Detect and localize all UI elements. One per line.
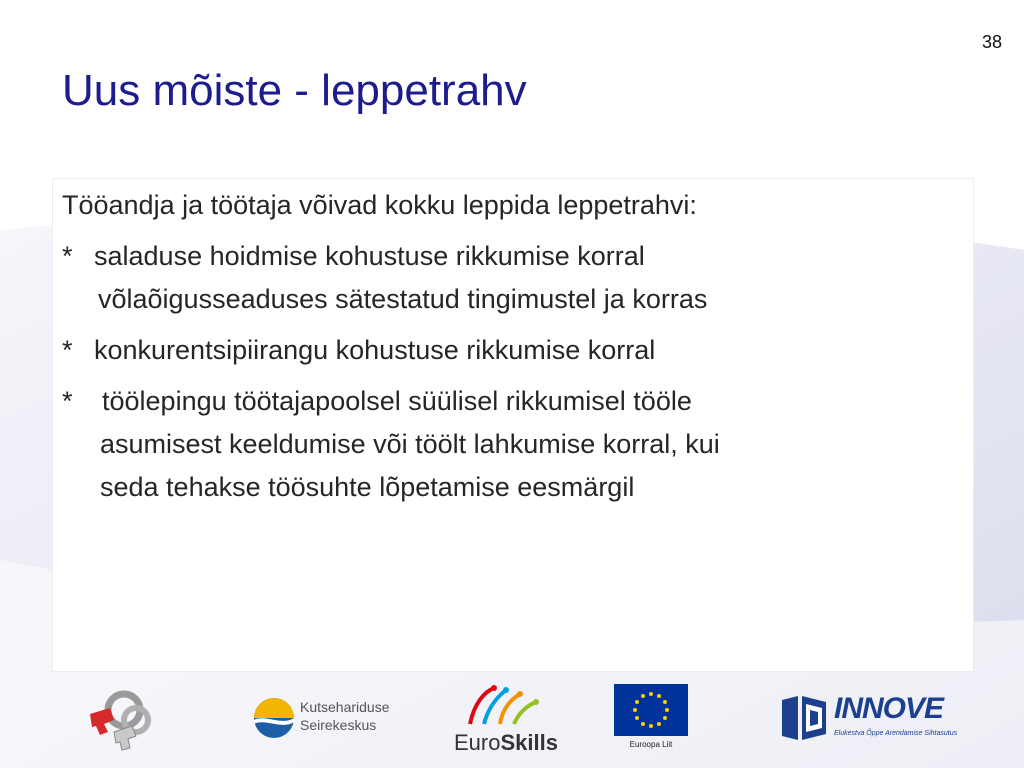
- bullet-text: saladuse hoidmise kohustuse rikkumise korral: [94, 241, 645, 271]
- slide-title: Uus mõiste - leppetrahv: [62, 66, 527, 115]
- slide-body: [62, 184, 942, 517]
- innove-logo-icon: [778, 694, 830, 742]
- kutsehariduse-seirekeskus-logo-icon: [252, 696, 296, 740]
- innove-logo-text: INNOVE: [834, 692, 944, 725]
- euroskills-logo-text: EuroSkills: [454, 730, 558, 755]
- bullet-text: konkurentsipiirangu kohustuse rikkumise korral: [94, 335, 656, 365]
- bullet-item: [62, 380, 942, 509]
- page-number: 38: [981, 32, 1002, 52]
- bullet-text: seda tehakse töösuhte lõpetamise eesmärgil: [100, 472, 635, 502]
- logo-strip: [0, 670, 1024, 768]
- eu-logo-caption: Euroopa Liit: [629, 740, 673, 749]
- key-rings-logo-icon: [80, 680, 160, 760]
- euroskills-logo-icon: [460, 684, 544, 728]
- bullet-marker: *: [62, 386, 73, 416]
- bullet-marker: *: [62, 335, 73, 365]
- bullet-item: [62, 329, 942, 372]
- kutsehariduse-logo-text: Kutsehariduse Seirekeskus: [300, 699, 390, 733]
- bullet-text: võlaõigusseaduses sätestatud tingimustel ja korras: [98, 284, 708, 314]
- eu-flag-icon: [614, 684, 688, 736]
- bullet-item: [62, 235, 942, 321]
- intro-paragraph: Tööandja ja töötaja võivad kokku leppida leppetrahvi:: [62, 190, 697, 220]
- bullet-marker: *: [62, 241, 73, 271]
- bullet-text: asumisest keeldumise või töölt lahkumise korral, kui: [100, 429, 720, 459]
- innove-logo-tagline: Elukestva Õppe Arendamise Sihtasutus: [834, 730, 958, 737]
- bullet-text: töölepingu töötajapoolsel süülisel rikkumisel tööle: [102, 386, 692, 416]
